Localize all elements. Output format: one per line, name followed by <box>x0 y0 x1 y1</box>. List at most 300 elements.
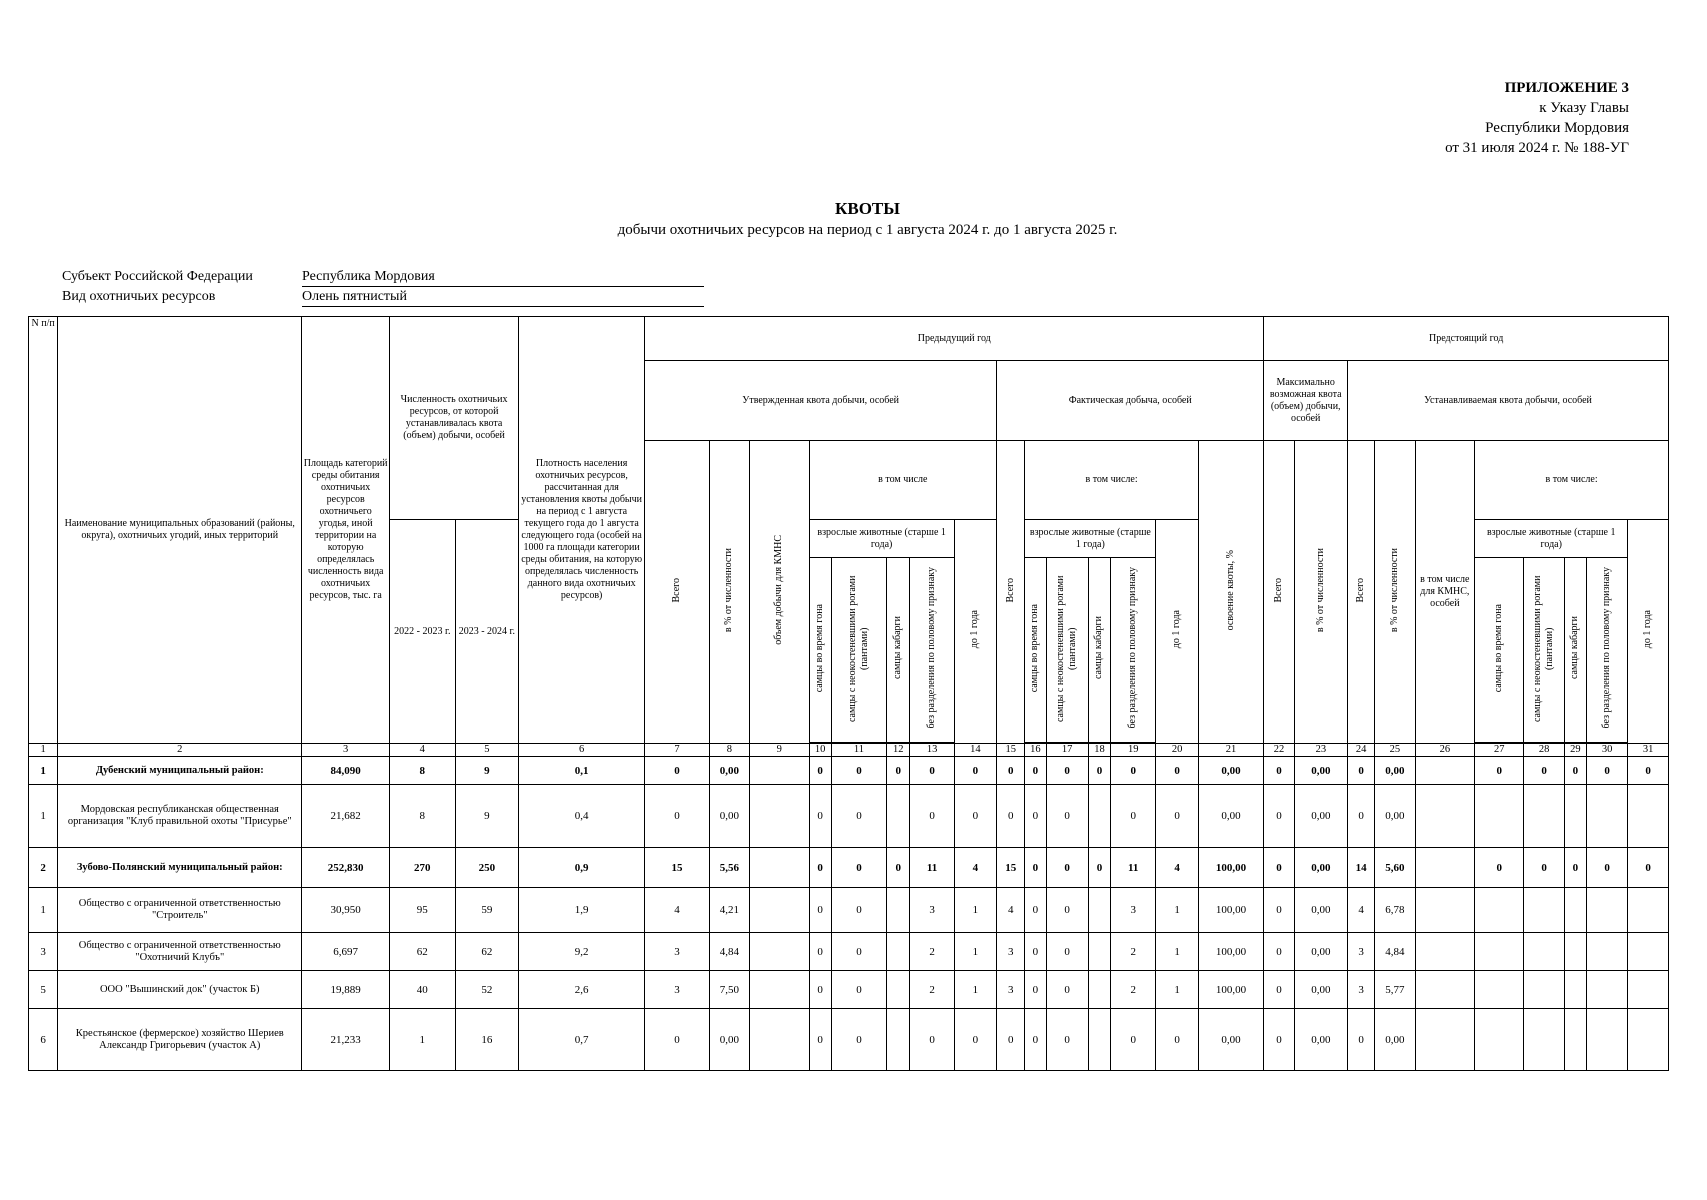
table-cell <box>1564 971 1586 1009</box>
table-cell: 100,00 <box>1198 933 1264 971</box>
table-cell: 0,00 <box>1375 1009 1415 1071</box>
column-number-cell: 28 <box>1524 744 1564 757</box>
table-cell: 6,697 <box>302 933 390 971</box>
column-number-cell: 16 <box>1025 744 1046 757</box>
table-cell: 21,233 <box>302 1009 390 1071</box>
table-cell: 15 <box>997 848 1025 888</box>
header-total: Всего <box>997 441 1025 744</box>
table-cell <box>750 1009 810 1071</box>
header-nosex: без разделения по половому признаку <box>1111 558 1156 743</box>
table-cell: 3 <box>997 933 1025 971</box>
column-number-cell: 18 <box>1088 744 1110 757</box>
column-number-cell: 25 <box>1375 744 1415 757</box>
table-cell: 100,00 <box>1198 971 1264 1009</box>
table-cell: 9 <box>455 785 519 848</box>
column-number-cell: 10 <box>809 744 831 757</box>
table-cell <box>1564 888 1586 933</box>
table-cell: 11 <box>910 848 954 888</box>
table-cell: 0 <box>1587 848 1628 888</box>
table-cell <box>1524 971 1564 1009</box>
column-number-cell: 8 <box>709 744 749 757</box>
table-cell: 0 <box>910 1009 954 1071</box>
table-cell <box>1415 971 1475 1009</box>
table-cell: 0 <box>954 785 996 848</box>
table-cell: 0 <box>1025 785 1046 848</box>
table-cell: 4,84 <box>709 933 749 971</box>
table-row <box>29 971 1669 1009</box>
table-cell <box>887 888 910 933</box>
table-cell: 1 <box>1156 971 1198 1009</box>
table-cell: 0,9 <box>519 848 645 888</box>
header-adults: взрослые животные (старше 1 года) <box>1025 520 1156 558</box>
table-cell: 2 <box>910 933 954 971</box>
header-n: N п/п <box>29 317 58 744</box>
table-cell <box>1524 888 1564 933</box>
header-approved: Утвержденная квота добычи, особей <box>645 361 997 441</box>
table-cell <box>1628 1009 1669 1071</box>
table-cell: 8 <box>390 757 456 785</box>
header-pantachi: самцы с неокостеневшими рогами (пантами) <box>1524 558 1564 743</box>
header-pct: в % от численности <box>1375 441 1415 744</box>
header-area: Площадь категорий среды обитания охотничьих ресурсов охотничьего угодья, иной территории на которую определялась численность вида охотничьих ресурсов, тыс. га <box>302 317 390 744</box>
header-under1: до 1 года <box>1156 520 1198 744</box>
table-cell: 0 <box>1111 1009 1156 1071</box>
table-cell: 0 <box>1046 785 1088 848</box>
column-number-cell: 11 <box>831 744 886 757</box>
table-cell <box>750 785 810 848</box>
table-cell: 4 <box>1156 848 1198 888</box>
table-cell <box>887 1009 910 1071</box>
table-cell: 0 <box>1264 757 1294 785</box>
table-cell <box>750 757 810 785</box>
table-cell: 0 <box>645 785 710 848</box>
table-cell: 4 <box>997 888 1025 933</box>
title-main: КВОТЫ <box>835 199 900 218</box>
table-row <box>29 785 1669 848</box>
table-cell: 19,889 <box>302 971 390 1009</box>
appendix-line: к Указу Главы <box>1539 100 1629 116</box>
table-cell: 0 <box>809 757 831 785</box>
table-cell: 0,4 <box>519 785 645 848</box>
table-cell: 0 <box>1628 757 1669 785</box>
table-cell: 252,830 <box>302 848 390 888</box>
column-number-cell: 31 <box>1628 744 1669 757</box>
header-incl: в том числе <box>809 441 997 520</box>
table-cell: 9,2 <box>519 933 645 971</box>
table-cell <box>1628 785 1669 848</box>
table-cell: 0 <box>1348 785 1375 848</box>
row-number-cell: 1 <box>29 757 58 785</box>
table-cell: 0,00 <box>1375 785 1415 848</box>
table-cell <box>750 933 810 971</box>
header-total: Всего <box>1348 441 1375 744</box>
table-cell <box>750 888 810 933</box>
row-name-cell: Общество с ограниченной ответственностью "Охотничий Клубъ" <box>58 933 302 971</box>
table-cell <box>1524 933 1564 971</box>
resource-label: Вид охотничьих ресурсов <box>62 289 216 304</box>
table-cell: 0,00 <box>1294 848 1347 888</box>
header-under1: до 1 года <box>1628 520 1669 744</box>
header-pantachi: самцы с неокостеневшими рогами (пантами) <box>831 558 886 743</box>
appendix-line: Республики Мордовия <box>1485 120 1629 136</box>
table-cell: 0 <box>1046 971 1088 1009</box>
table-cell <box>1587 785 1628 848</box>
title-sub: добычи охотничьих ресурсов на период с 1 августа 2024 г. до 1 августа 2025 г. <box>617 222 1118 238</box>
table-cell: 15 <box>645 848 710 888</box>
header-year-1: 2022 - 2023 г. <box>390 520 456 744</box>
header-count: Численность охотничьих ресурсов, от которой устанавливалась квота (объем) добычи, особей <box>390 317 519 520</box>
table-cell: 0 <box>809 971 831 1009</box>
table-cell: 0 <box>645 757 710 785</box>
table-cell: 0 <box>1111 785 1156 848</box>
table-cell: 84,090 <box>302 757 390 785</box>
table-row <box>29 933 1669 971</box>
table-cell: 0 <box>1025 888 1046 933</box>
row-name-cell: Мордовская республиканская общественная организация "Клуб правильной охоты "Присурье" <box>58 785 302 848</box>
table-cell: 0,00 <box>709 785 749 848</box>
row-name-cell: Зубово-Полянский муниципальный район: <box>58 848 302 888</box>
table-cell: 4 <box>954 848 996 888</box>
table-cell: 4,21 <box>709 888 749 933</box>
table-cell <box>1415 785 1475 848</box>
table-cell: 0 <box>1025 971 1046 1009</box>
table-cell: 0 <box>954 1009 996 1071</box>
table-cell: 21,682 <box>302 785 390 848</box>
row-name-cell: Крестьянское (фермерское) хозяйство Шериев Александр Григорьевич (участок А) <box>58 1009 302 1071</box>
table-cell: 1 <box>954 933 996 971</box>
column-number-cell: 29 <box>1564 744 1586 757</box>
table-cell: 0 <box>997 1009 1025 1071</box>
table-cell: 0 <box>809 1009 831 1071</box>
table-cell: 0 <box>831 785 886 848</box>
header-pct: в % от численности <box>1294 441 1347 744</box>
table-cell: 100,00 <box>1198 888 1264 933</box>
table-cell <box>1564 933 1586 971</box>
table-cell: 0 <box>997 785 1025 848</box>
table-cell: 0 <box>1046 1009 1088 1071</box>
table-cell: 0 <box>1264 971 1294 1009</box>
header-incl: в том числе: <box>1025 441 1198 520</box>
table-cell: 0 <box>1088 757 1110 785</box>
table-cell <box>1564 785 1586 848</box>
table-cell: 270 <box>390 848 456 888</box>
table-cell: 0 <box>1264 785 1294 848</box>
meta-block <box>62 267 704 307</box>
column-number-cell: 17 <box>1046 744 1088 757</box>
table-cell: 7,50 <box>709 971 749 1009</box>
table-cell: 0 <box>1156 1009 1198 1071</box>
header-adults: взрослые животные (старше 1 года) <box>809 520 954 558</box>
table-cell: 0 <box>1587 757 1628 785</box>
table-row <box>29 888 1669 933</box>
table-cell <box>1415 848 1475 888</box>
table-cell: 0 <box>887 848 910 888</box>
table-cell: 1 <box>954 888 996 933</box>
column-number-cell: 14 <box>954 744 996 757</box>
header-pantachi: самцы с неокостеневшими рогами (пантами) <box>1046 558 1088 743</box>
row-number-cell: 2 <box>29 848 58 888</box>
row-name-cell: ООО "Вышинский док" (участок Б) <box>58 971 302 1009</box>
table-cell <box>1088 1009 1110 1071</box>
row-number-cell: 1 <box>29 785 58 848</box>
table-cell: 0 <box>1111 757 1156 785</box>
column-number-cell: 27 <box>1475 744 1524 757</box>
column-number-cell: 6 <box>519 744 645 757</box>
column-number-cell: 5 <box>455 744 519 757</box>
table-cell <box>1415 1009 1475 1071</box>
header-rut: самцы во время гона <box>1025 558 1046 743</box>
table-cell <box>1564 1009 1586 1071</box>
table-cell: 14 <box>1348 848 1375 888</box>
table-cell: 0 <box>1046 888 1088 933</box>
table-cell: 5,77 <box>1375 971 1415 1009</box>
header-adults: взрослые животные (старше 1 года) <box>1475 520 1628 558</box>
table-cell: 0,00 <box>1294 757 1347 785</box>
table-cell: 0,00 <box>709 1009 749 1071</box>
header-usage: освоение квоты, % <box>1198 441 1264 744</box>
header-name: Наименование муниципальных образований (районы, округа), охотничьих угодий, иных территорий <box>58 317 302 744</box>
table-cell: 0 <box>809 933 831 971</box>
table-cell <box>1587 1009 1628 1071</box>
document-title <box>0 198 1707 240</box>
table-cell: 3 <box>1111 888 1156 933</box>
quota-table <box>28 316 1669 1071</box>
resource-value: Олень пятнистый <box>302 287 704 307</box>
header-actual: Фактическая добыча, особей <box>997 361 1264 441</box>
column-number-cell: 7 <box>645 744 710 757</box>
table-cell <box>1415 933 1475 971</box>
table-cell: 5,60 <box>1375 848 1415 888</box>
table-cell <box>1628 888 1669 933</box>
column-number-cell: 21 <box>1198 744 1264 757</box>
table-cell <box>1524 785 1564 848</box>
header-kabargi: самцы кабарги <box>1088 558 1110 743</box>
table-cell: 0 <box>1475 848 1524 888</box>
row-number-cell: 1 <box>29 888 58 933</box>
table-cell: 0 <box>1046 933 1088 971</box>
table-cell: 0 <box>1088 848 1110 888</box>
table-cell: 0 <box>1524 848 1564 888</box>
table-cell: 0,00 <box>1198 785 1264 848</box>
table-cell: 0 <box>910 785 954 848</box>
row-name-cell: Общество с ограниченной ответственностью "Строитель" <box>58 888 302 933</box>
table-cell: 0 <box>1046 848 1088 888</box>
header-total: Всего <box>645 441 710 744</box>
table-cell <box>1475 888 1524 933</box>
table-cell: 62 <box>390 933 456 971</box>
table-cell: 100,00 <box>1198 848 1264 888</box>
table-cell: 0 <box>831 971 886 1009</box>
table-cell: 0,00 <box>1294 933 1347 971</box>
table-cell: 0 <box>1264 1009 1294 1071</box>
header-nosex: без разделения по половому признаку <box>1587 558 1628 743</box>
table-cell <box>887 971 910 1009</box>
column-number-cell: 19 <box>1111 744 1156 757</box>
column-number-cell: 3 <box>302 744 390 757</box>
table-cell: 3 <box>645 933 710 971</box>
table-cell: 3 <box>1348 971 1375 1009</box>
header-incl: в том числе: <box>1475 441 1669 520</box>
table-cell: 0 <box>1046 757 1088 785</box>
row-number-cell: 3 <box>29 933 58 971</box>
table-cell: 0 <box>831 848 886 888</box>
column-number-cell: 26 <box>1415 744 1475 757</box>
table-cell <box>1088 971 1110 1009</box>
column-number-cell: 30 <box>1587 744 1628 757</box>
row-number-cell: 5 <box>29 971 58 1009</box>
table-cell: 6,78 <box>1375 888 1415 933</box>
table-cell: 0 <box>1156 757 1198 785</box>
header-kmns: объем добычи для КМНС <box>750 441 810 744</box>
table-cell: 0,00 <box>1294 888 1347 933</box>
table-cell: 3 <box>910 888 954 933</box>
column-number-cell: 15 <box>997 744 1025 757</box>
table-cell: 3 <box>997 971 1025 1009</box>
table-cell: 2 <box>1111 971 1156 1009</box>
table-cell <box>1475 971 1524 1009</box>
table-cell: 250 <box>455 848 519 888</box>
table-row <box>29 757 1669 785</box>
table-row <box>29 848 1669 888</box>
table-cell: 2 <box>910 971 954 1009</box>
table-cell: 0,00 <box>1198 1009 1264 1071</box>
header-max-quota: Максимально возможная квота (объем) добычи, особей <box>1264 361 1348 441</box>
table-cell <box>1587 933 1628 971</box>
table-cell: 52 <box>455 971 519 1009</box>
table-cell: 1,9 <box>519 888 645 933</box>
header-kabargi: самцы кабарги <box>887 558 910 743</box>
table-cell: 1 <box>1156 888 1198 933</box>
table-cell <box>1415 757 1475 785</box>
table-cell: 2,6 <box>519 971 645 1009</box>
table-cell: 0 <box>809 888 831 933</box>
table-cell: 5,56 <box>709 848 749 888</box>
table-cell <box>887 933 910 971</box>
header-prev-year: Предыдущий год <box>645 317 1264 361</box>
table-cell: 3 <box>645 971 710 1009</box>
table-cell <box>1415 888 1475 933</box>
table-cell: 2 <box>1111 933 1156 971</box>
table-cell: 0,00 <box>1294 785 1347 848</box>
table-cell: 0 <box>831 888 886 933</box>
table-cell: 0 <box>1264 933 1294 971</box>
table-cell: 0,1 <box>519 757 645 785</box>
table-cell <box>1475 933 1524 971</box>
column-number-cell: 12 <box>887 744 910 757</box>
table-cell: 40 <box>390 971 456 1009</box>
table-cell: 0 <box>1025 757 1046 785</box>
table-cell: 0,00 <box>709 757 749 785</box>
header-under1: до 1 года <box>954 520 996 744</box>
table-cell <box>1628 933 1669 971</box>
table-cell: 8 <box>390 785 456 848</box>
table-cell <box>1587 971 1628 1009</box>
column-number-cell: 22 <box>1264 744 1294 757</box>
table-cell: 0 <box>831 757 886 785</box>
table-cell: 9 <box>455 757 519 785</box>
table-cell: 0 <box>1564 757 1586 785</box>
table-cell: 4 <box>1348 888 1375 933</box>
table-cell: 0 <box>1264 888 1294 933</box>
table-cell: 1 <box>954 971 996 1009</box>
table-cell: 4,84 <box>1375 933 1415 971</box>
table-cell <box>1088 785 1110 848</box>
table-cell: 30,950 <box>302 888 390 933</box>
header-rut: самцы во время гона <box>1475 558 1524 743</box>
table-cell: 0 <box>1348 757 1375 785</box>
header-density: Плотность населения охотничьих ресурсов, рассчитанная для установления квоты добычи на период с 1 августа текущего года до 1 августа следующего года (особей на 1000 га площади категории среды обитания, на которую определялась численность данного вида охотничьих ресурсов) <box>519 317 645 744</box>
column-number-cell: 23 <box>1294 744 1347 757</box>
table-row <box>29 1009 1669 1071</box>
row-name-cell: Дубенский муниципальный район: <box>58 757 302 785</box>
table-cell: 1 <box>390 1009 456 1071</box>
table-cell <box>750 848 810 888</box>
table-cell: 0 <box>1025 933 1046 971</box>
table-cell: 0 <box>831 933 886 971</box>
table-cell: 0,00 <box>1294 1009 1347 1071</box>
table-cell: 11 <box>1111 848 1156 888</box>
column-number-cell: 20 <box>1156 744 1198 757</box>
table-cell <box>1088 933 1110 971</box>
table-cell <box>750 971 810 1009</box>
table-cell: 1 <box>1156 933 1198 971</box>
table-cell: 0 <box>809 785 831 848</box>
table-cell: 0,7 <box>519 1009 645 1071</box>
table-cell: 0 <box>1564 848 1586 888</box>
column-number-cell: 13 <box>910 744 954 757</box>
subject-value: Республика Мордовия <box>302 267 704 287</box>
table-cell: 0 <box>1025 1009 1046 1071</box>
table-cell: 0 <box>809 848 831 888</box>
header-kmns-next: в том числе для КМНС, особей <box>1415 441 1475 744</box>
header-year-2: 2023 - 2024 г. <box>455 520 519 744</box>
table-cell <box>1587 888 1628 933</box>
table-cell: 0 <box>1524 757 1564 785</box>
table-cell: 4 <box>645 888 710 933</box>
table-cell: 3 <box>1348 933 1375 971</box>
table-cell: 0 <box>887 757 910 785</box>
table-cell: 0 <box>1264 848 1294 888</box>
table-cell <box>1475 785 1524 848</box>
header-rut: самцы во время гона <box>809 558 831 743</box>
table-cell: 0,00 <box>1294 971 1347 1009</box>
table-cell: 0 <box>645 1009 710 1071</box>
appendix-date: от 31 июля 2024 г. № 188-УГ <box>1445 140 1629 156</box>
table-cell: 0,00 <box>1198 757 1264 785</box>
table-cell: 0 <box>1025 848 1046 888</box>
header-next-year: Предстоящий год <box>1264 317 1669 361</box>
table-cell: 0 <box>1628 848 1669 888</box>
table-cell: 16 <box>455 1009 519 1071</box>
header-total: Всего <box>1264 441 1294 744</box>
column-number-cell: 9 <box>750 744 810 757</box>
table-cell: 95 <box>390 888 456 933</box>
header-nosex: без разделения по половому признаку <box>910 558 954 743</box>
column-number-cell: 24 <box>1348 744 1375 757</box>
appendix-title: ПРИЛОЖЕНИЕ 3 <box>1504 80 1629 96</box>
table-cell: 0 <box>1475 757 1524 785</box>
table-cell: 59 <box>455 888 519 933</box>
table-cell: 0 <box>997 757 1025 785</box>
header-pct: в % от численности <box>709 441 749 744</box>
column-number-cell: 4 <box>390 744 456 757</box>
table-cell <box>1475 1009 1524 1071</box>
table-cell: 0 <box>954 757 996 785</box>
table-cell: 0 <box>910 757 954 785</box>
table-cell: 0,00 <box>1375 757 1415 785</box>
row-number-cell: 6 <box>29 1009 58 1071</box>
column-number-cell: 2 <box>58 744 302 757</box>
